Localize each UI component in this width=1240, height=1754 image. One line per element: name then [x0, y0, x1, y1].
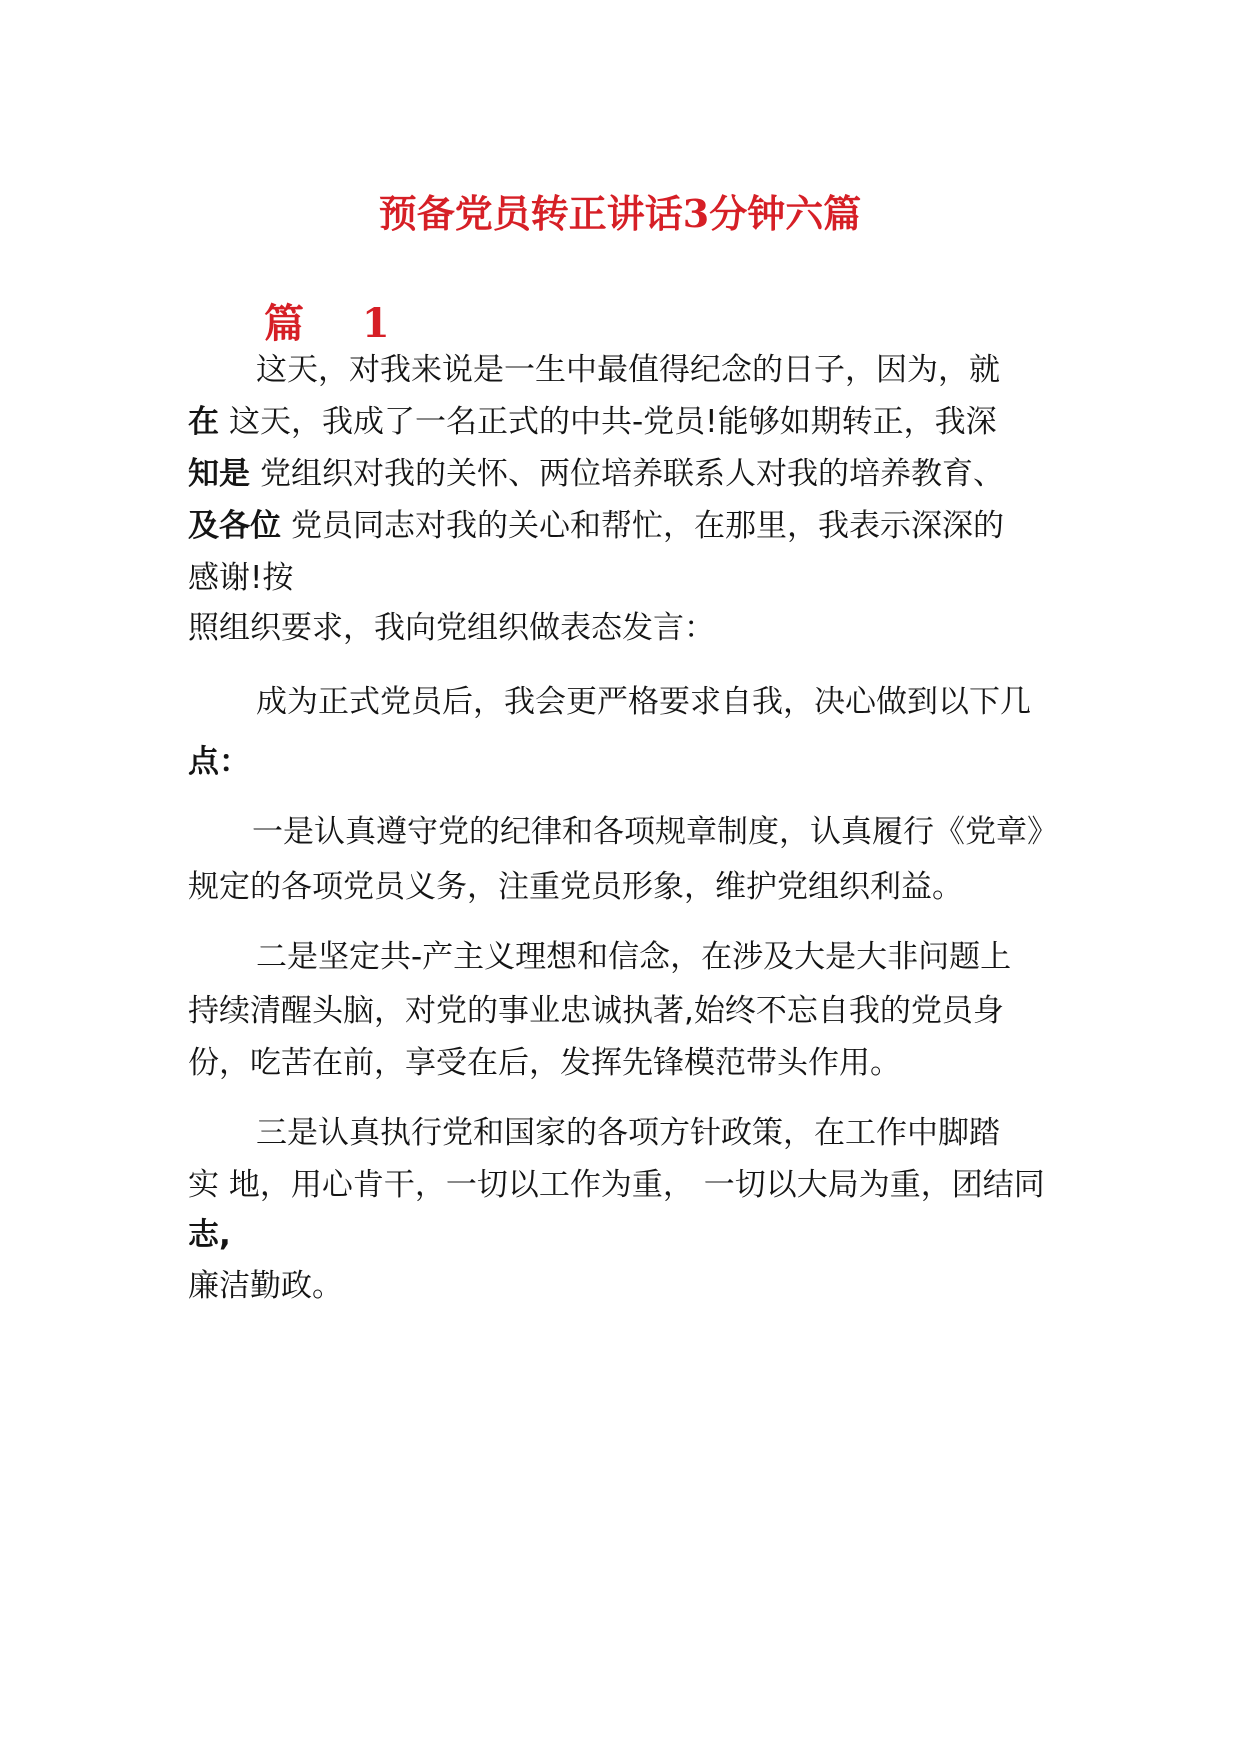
paragraph-3-line-1: 一是认真遵守党的纪律和各项规章制度，认真履行《党章》 [252, 814, 1058, 850]
paragraph-5-line-4: 廉洁勤政。 [188, 1268, 343, 1304]
line-lead-text: 及各位 [188, 508, 281, 544]
paragraph-2-line-1: 成为正式党员后，我会更严格要求自我，决心做到以下几 [256, 684, 1031, 720]
paragraph-1-line-5: 感谢!按 [188, 560, 294, 596]
paragraph-1-line-6: 照组织要求，我向党组织做表态发言： [188, 610, 715, 646]
paragraph-2-line-2: 点： [188, 744, 250, 780]
line-lead-text: 在 [188, 404, 219, 440]
paragraph-4-line-1: 二是坚定共-产主义理想和信念，在涉及大是大非问题上 [256, 939, 1012, 975]
paragraph-1-line-3 [188, 452, 1004, 496]
line-body-text: 这天，我成了一名正式的中共-党员!能够如期转正，我深 [229, 404, 997, 440]
paragraph-4-line-3: 份，吃苦在前，享受在后，发挥先锋模范带头作用。 [188, 1045, 901, 1081]
paragraph-4-line-2: 持续清醒头脑，对党的事业忠诚执著,始终不忘自我的党员身 [188, 993, 1004, 1029]
section-heading: 篇 1 [264, 300, 412, 347]
paragraph-1-line-4 [188, 504, 1004, 548]
paragraph-1-line-2 [188, 400, 997, 444]
line-body-text: 党组织对我的关怀、两位培养联系人对我的培养教育、 [260, 456, 1004, 492]
document-title: 预备党员转正讲话3分钟六篇 [378, 191, 862, 236]
paragraph-5-line-2: 实 地，用心肯干，一切以工作为重， 一切以大局为重，团结同 [188, 1167, 1045, 1203]
paragraph-3-line-2: 规定的各项党员义务，注重党员形象，维护党组织利益。 [188, 869, 963, 905]
line-lead-text: 知是 [188, 456, 250, 492]
line-body-text: 党员同志对我的关心和帮忙，在那里，我表示深深的 [291, 508, 1004, 544]
paragraph-5-line-1: 三是认真执行党和国家的各项方针政策，在工作中脚踏 [256, 1115, 1000, 1151]
paragraph-5-line-3: 志, [188, 1217, 231, 1253]
paragraph-1-line-1: 这天，对我来说是一生中最值得纪念的日子，因为，就 [256, 352, 1000, 388]
